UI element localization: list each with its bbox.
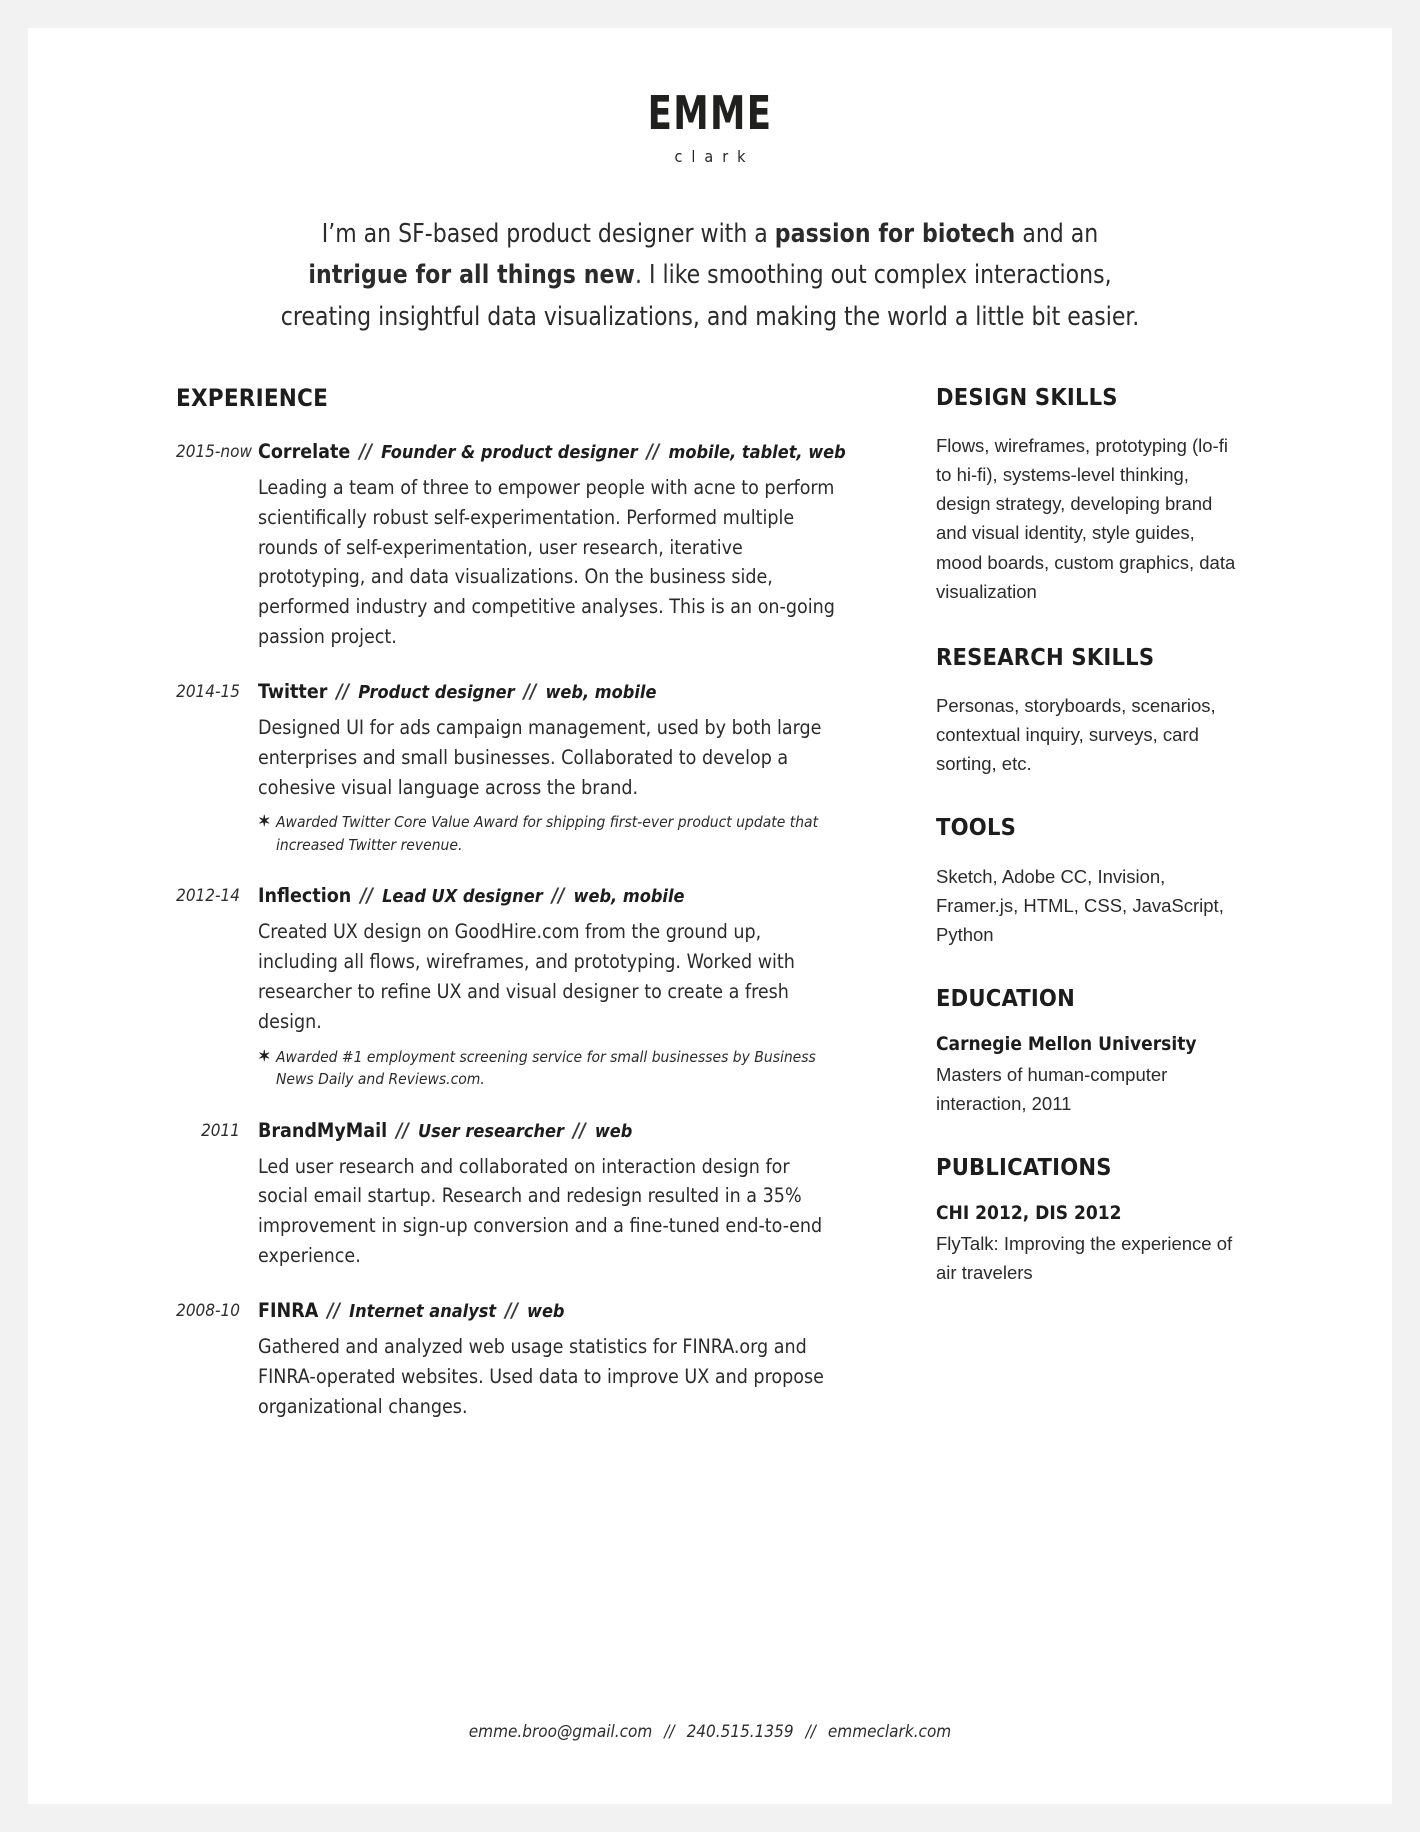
experience-entry-body — [258, 439, 876, 652]
experience-entry-body — [258, 679, 876, 856]
experience-heading: EXPERIENCE — [176, 383, 329, 412]
title-separator: // — [572, 1118, 586, 1142]
footer-phone[interactable]: 240.515.1359 — [686, 1722, 794, 1742]
education-degree: Masters of human-computer interaction, 2011 — [936, 1063, 1168, 1114]
last-name: clark — [674, 147, 755, 166]
award-text: Awarded #1 employment screening service for small businesses by Business News Daily and Reviews.com. — [276, 1047, 816, 1089]
company-name: Inflection — [258, 884, 352, 908]
experience-description: Created UX design on GoodHire.com from the ground up, including all flows, wireframes, and prototyping. Worked with researcher to refine UX and visual designer to create a fresh design. — [258, 920, 795, 1033]
intro-part-2: and an — [1015, 219, 1099, 249]
title-separator: // — [505, 1298, 518, 1322]
footer-contact — [28, 1722, 1392, 1742]
publications-heading: PUBLICATIONS — [936, 1152, 1112, 1181]
experience-date: 2011 — [201, 1120, 240, 1141]
award-star-icon: ✶ — [258, 813, 271, 831]
company-name: Twitter — [258, 679, 328, 703]
tools-block — [936, 813, 1236, 949]
footer-separator-2: // — [805, 1722, 816, 1742]
body-columns — [28, 382, 1392, 1421]
experience-description: Gathered and analyzed web usage statistics for FINRA.org and FINRA-operated websites. Used data to improve UX and propose organizational changes. — [258, 1334, 824, 1418]
experience-date: 2015-now — [176, 441, 252, 462]
experience-description: Designed UI for ads campaign management, used by both large enterprises and small businesses. Collaborated to develop a cohesive visual language across the brand. — [258, 715, 822, 799]
experience-entry — [176, 679, 876, 856]
experience-entry — [176, 886, 876, 1090]
tools-heading: TOOLS — [936, 813, 1017, 842]
masthead — [28, 28, 1392, 165]
company-name: Correlate — [258, 439, 351, 463]
experience-title-line — [258, 1298, 876, 1322]
experience-entry-body — [258, 1298, 876, 1421]
research-skills-heading: RESEARCH SKILLS — [936, 642, 1155, 671]
title-separator: // — [360, 884, 374, 908]
experience-award — [258, 811, 828, 856]
experience-entry — [176, 439, 876, 652]
experience-description: Leading a team of three to empower people with acne to perform scientifically robust self-experimentation. Performed multiple rounds of self-experimentation, user research, iterative prototyping, and data visualizations. On the business side, performed industry and competitive analyses. This is an on-going passion project. — [258, 475, 835, 649]
experience-description: Led user research and collaborated on interaction design for social email startup. Research and redesign resulted in a 35% improvement in sign-up conversion and a fine-tuned end-to-end experience. — [258, 1154, 823, 1268]
experience-date: 2012-14 — [176, 886, 240, 907]
intro-paragraph — [278, 214, 1142, 338]
job-platforms: web — [594, 1120, 633, 1142]
design-skills-heading: DESIGN SKILLS — [936, 382, 1118, 411]
resume-page — [28, 28, 1392, 1804]
experience-entry — [176, 1298, 876, 1421]
title-separator: // — [327, 1298, 341, 1322]
intro-part-1: I’m an SF-based product designer with a — [321, 219, 775, 249]
job-platforms: web — [526, 1300, 565, 1322]
title-separator: // — [396, 1118, 409, 1142]
research-skills-block — [936, 642, 1236, 779]
education-heading: EDUCATION — [936, 983, 1075, 1012]
experience-award — [258, 1046, 828, 1091]
job-role: User researcher — [417, 1120, 564, 1142]
intro-part-3: . I like smoothing out complex interactions, creating insightful data visualizations, and making the world a little bit easier. — [280, 260, 1140, 332]
title-separator: // — [551, 884, 565, 908]
job-role: Product designer — [358, 681, 515, 703]
design-skills-block — [936, 382, 1236, 606]
education-school: Carnegie Mellon University — [936, 1033, 1197, 1056]
award-star-icon: ✶ — [258, 1047, 271, 1065]
tools-body: Sketch, Adobe CC, Invision, Framer.js, HTML, CSS, JavaScript, Python — [936, 865, 1224, 945]
research-skills-body: Personas, storyboards, scenarios, contextual inquiry, surveys, card sorting, etc. — [936, 695, 1216, 775]
publication-venues: CHI 2012, DIS 2012 — [936, 1202, 1122, 1225]
experience-date: 2008-10 — [176, 1300, 240, 1321]
company-name: FINRA — [258, 1298, 319, 1322]
sidebar-column — [936, 382, 1236, 1421]
intro-bold-1: passion for biotech — [774, 219, 1016, 249]
title-separator: // — [359, 439, 373, 463]
education-block — [936, 983, 1236, 1118]
publication-title: FlyTalk: Improving the experience of air travelers — [936, 1233, 1233, 1284]
job-platforms: mobile, tablet, web — [668, 441, 846, 463]
title-separator: // — [336, 679, 350, 703]
design-skills-body: Flows, wireframes, prototyping (lo-fi to hi-fi), systems-level thinking, design strategy, developing brand and visual identity, style guides, mood boards, custom graphics, data visualization — [936, 435, 1236, 602]
company-name: BrandMyMail — [258, 1118, 388, 1142]
award-text: Awarded Twitter Core Value Award for shipping first-ever product update that increased Twitter revenue. — [276, 813, 819, 854]
experience-entry-body — [258, 886, 876, 1090]
experience-entry-body — [258, 1118, 876, 1271]
first-name: EMME — [647, 86, 773, 140]
title-separator: // — [646, 439, 660, 463]
experience-column — [176, 383, 876, 1421]
experience-title-line — [258, 439, 876, 463]
job-platforms: web, mobile — [545, 681, 657, 703]
publications-block — [936, 1152, 1236, 1287]
title-separator: // — [523, 679, 537, 703]
footer-separator-1: // — [664, 1722, 675, 1742]
job-role: Lead UX designer — [382, 886, 543, 908]
intro-bold-2: intrigue for all things new — [308, 260, 635, 291]
experience-list — [176, 439, 876, 1421]
experience-date: 2014-15 — [176, 681, 240, 702]
footer-website[interactable]: emmeclark.com — [827, 1722, 952, 1742]
job-role: Internet analyst — [349, 1300, 497, 1322]
experience-title-line — [258, 1118, 876, 1142]
experience-entry — [176, 1118, 876, 1271]
job-platforms: web, mobile — [573, 886, 685, 908]
experience-title-line — [258, 886, 876, 906]
footer-email[interactable]: emme.broo@gmail.com — [468, 1722, 653, 1742]
job-role: Founder & product designer — [381, 441, 638, 463]
experience-title-line — [258, 679, 876, 703]
